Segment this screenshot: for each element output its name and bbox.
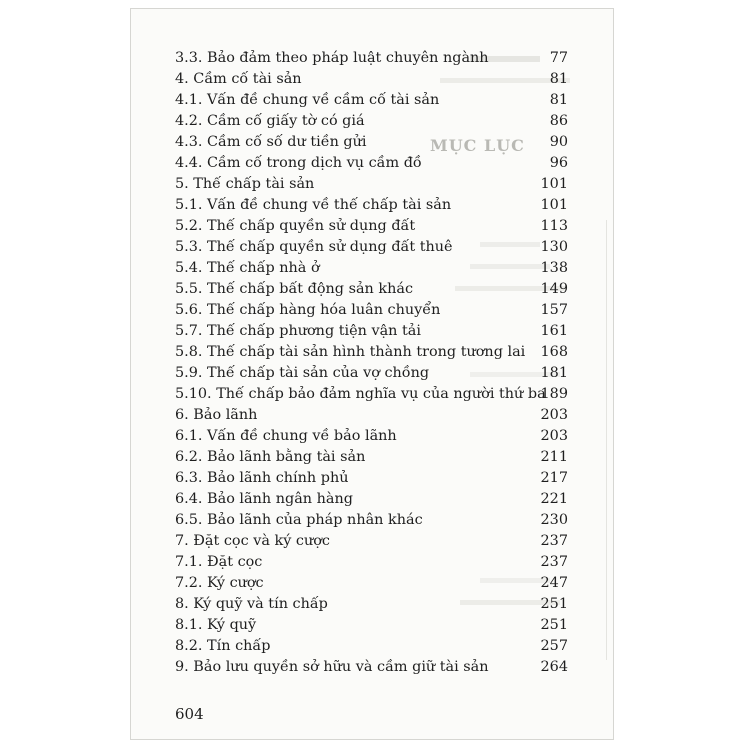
toc-entry-page: 221 — [540, 491, 568, 507]
toc-entry — [175, 237, 568, 258]
toc-entry-title: 5.7. Thế chấp phương tiện vận tải — [175, 323, 421, 339]
toc-entry — [175, 279, 568, 300]
show-through-divider — [606, 220, 607, 660]
toc-entry-page: 86 — [549, 113, 568, 129]
toc-entry-page: 149 — [540, 281, 568, 297]
table-of-contents — [175, 48, 568, 678]
toc-entry — [175, 573, 568, 594]
toc-entry-page: 237 — [540, 554, 568, 570]
toc-entry — [175, 594, 568, 615]
toc-entry-page: 203 — [540, 407, 568, 423]
toc-entry-title: 6.4. Bảo lãnh ngân hàng — [175, 491, 353, 507]
toc-entry — [175, 69, 568, 90]
toc-entry-page: 257 — [540, 638, 568, 654]
toc-entry — [175, 90, 568, 111]
toc-entry — [175, 321, 568, 342]
show-through-heading: MỤC LỤC — [430, 136, 525, 155]
toc-entry-title: 5.1. Vấn đề chung về thế chấp tài sản — [175, 197, 452, 213]
toc-entry — [175, 552, 568, 573]
toc-entry-title: 6.1. Vấn đề chung về bảo lãnh — [175, 428, 397, 444]
toc-entry-title: 6.2. Bảo lãnh bằng tài sản — [175, 449, 366, 465]
toc-entry-page: 77 — [549, 50, 568, 66]
toc-entry-page: 217 — [540, 470, 568, 486]
page-number: 604 — [175, 705, 204, 723]
toc-entry — [175, 342, 568, 363]
toc-entry-page: 81 — [549, 71, 568, 87]
toc-entry — [175, 447, 568, 468]
toc-entry-page: 113 — [540, 218, 568, 234]
toc-entry-page: 251 — [540, 617, 568, 633]
toc-entry-title: 5. Thế chấp tài sản — [175, 176, 315, 192]
toc-entry-page: 211 — [540, 449, 568, 465]
toc-entry-title: 8. Ký quỹ và tín chấp — [175, 596, 328, 612]
toc-entry-title: 5.10. Thế chấp bảo đảm nghĩa vụ của người thứ ba — [175, 386, 546, 402]
toc-entry-title: 5.6. Thế chấp hàng hóa luân chuyển — [175, 302, 441, 318]
toc-entry-title: 4. Cầm cố tài sản — [175, 71, 302, 87]
toc-entry-page: 81 — [549, 92, 568, 108]
toc-entry-title: 8.2. Tín chấp — [175, 638, 271, 654]
toc-entry — [175, 153, 568, 174]
toc-entry — [175, 216, 568, 237]
toc-entry-page: 230 — [540, 512, 568, 528]
toc-entry-page: 251 — [540, 596, 568, 612]
toc-entry-title: 5.8. Thế chấp tài sản hình thành trong tương lai — [175, 344, 526, 360]
toc-entry-page: 203 — [540, 428, 568, 444]
toc-entry — [175, 174, 568, 195]
toc-entry — [175, 636, 568, 657]
toc-entry — [175, 405, 568, 426]
toc-entry — [175, 489, 568, 510]
toc-entry-title: 6.3. Bảo lãnh chính phủ — [175, 470, 349, 486]
toc-entry-page: 101 — [540, 176, 568, 192]
toc-entry — [175, 300, 568, 321]
toc-entry-page: 130 — [540, 239, 568, 255]
toc-entry-page: 138 — [540, 260, 568, 276]
toc-entry-page: 101 — [540, 197, 568, 213]
toc-entry — [175, 195, 568, 216]
toc-entry-title: 5.2. Thế chấp quyền sử dụng đất — [175, 218, 416, 234]
toc-entry-title: 4.1. Vấn đề chung về cầm cố tài sản — [175, 92, 440, 108]
toc-entry-title: 3.3. Bảo đảm theo pháp luật chuyên ngành — [175, 50, 489, 66]
toc-entry-page: 168 — [540, 344, 568, 360]
toc-entry — [175, 363, 568, 384]
toc-entry-title: 4.2. Cầm cố giấy tờ có giá — [175, 113, 365, 129]
toc-entry-page: 237 — [540, 533, 568, 549]
toc-entry-title: 6. Bảo lãnh — [175, 407, 258, 423]
toc-entry — [175, 426, 568, 447]
toc-entry-title: 8.1. Ký quỹ — [175, 617, 257, 633]
toc-entry — [175, 468, 568, 489]
toc-entry-page: 189 — [540, 386, 568, 402]
toc-entry-page: 157 — [540, 302, 568, 318]
toc-entry-page: 161 — [540, 323, 568, 339]
toc-entry — [175, 111, 568, 132]
toc-entry — [175, 48, 568, 69]
toc-entry — [175, 615, 568, 636]
toc-entry-page: 96 — [549, 155, 568, 171]
toc-entry-title: 4.3. Cầm cố số dư tiền gửi — [175, 134, 367, 150]
toc-entry — [175, 531, 568, 552]
toc-entry-page: 90 — [549, 134, 568, 150]
toc-entry — [175, 510, 568, 531]
toc-entry-page: 264 — [540, 659, 568, 675]
toc-entry-title: 7. Đặt cọc và ký cược — [175, 533, 330, 549]
toc-entry-title: 4.4. Cầm cố trong dịch vụ cầm đồ — [175, 155, 422, 171]
toc-entry-title: 6.5. Bảo lãnh của pháp nhân khác — [175, 512, 423, 528]
toc-entry — [175, 657, 568, 678]
toc-entry-page: 181 — [540, 365, 568, 381]
toc-entry-page: 247 — [540, 575, 568, 591]
toc-entry-title: 7.2. Ký cược — [175, 575, 264, 591]
toc-entry-title: 5.4. Thế chấp nhà ở — [175, 260, 320, 276]
toc-entry-title: 5.5. Thế chấp bất động sản khác — [175, 281, 414, 297]
toc-entry — [175, 258, 568, 279]
toc-entry-title: 9. Bảo lưu quyền sở hữu và cầm giữ tài sản — [175, 659, 489, 675]
toc-entry — [175, 132, 568, 153]
toc-entry — [175, 384, 568, 405]
toc-entry-title: 5.3. Thế chấp quyền sử dụng đất thuê — [175, 239, 453, 255]
toc-entry-title: 5.9. Thế chấp tài sản của vợ chồng — [175, 365, 430, 381]
toc-entry-title: 7.1. Đặt cọc — [175, 554, 263, 570]
